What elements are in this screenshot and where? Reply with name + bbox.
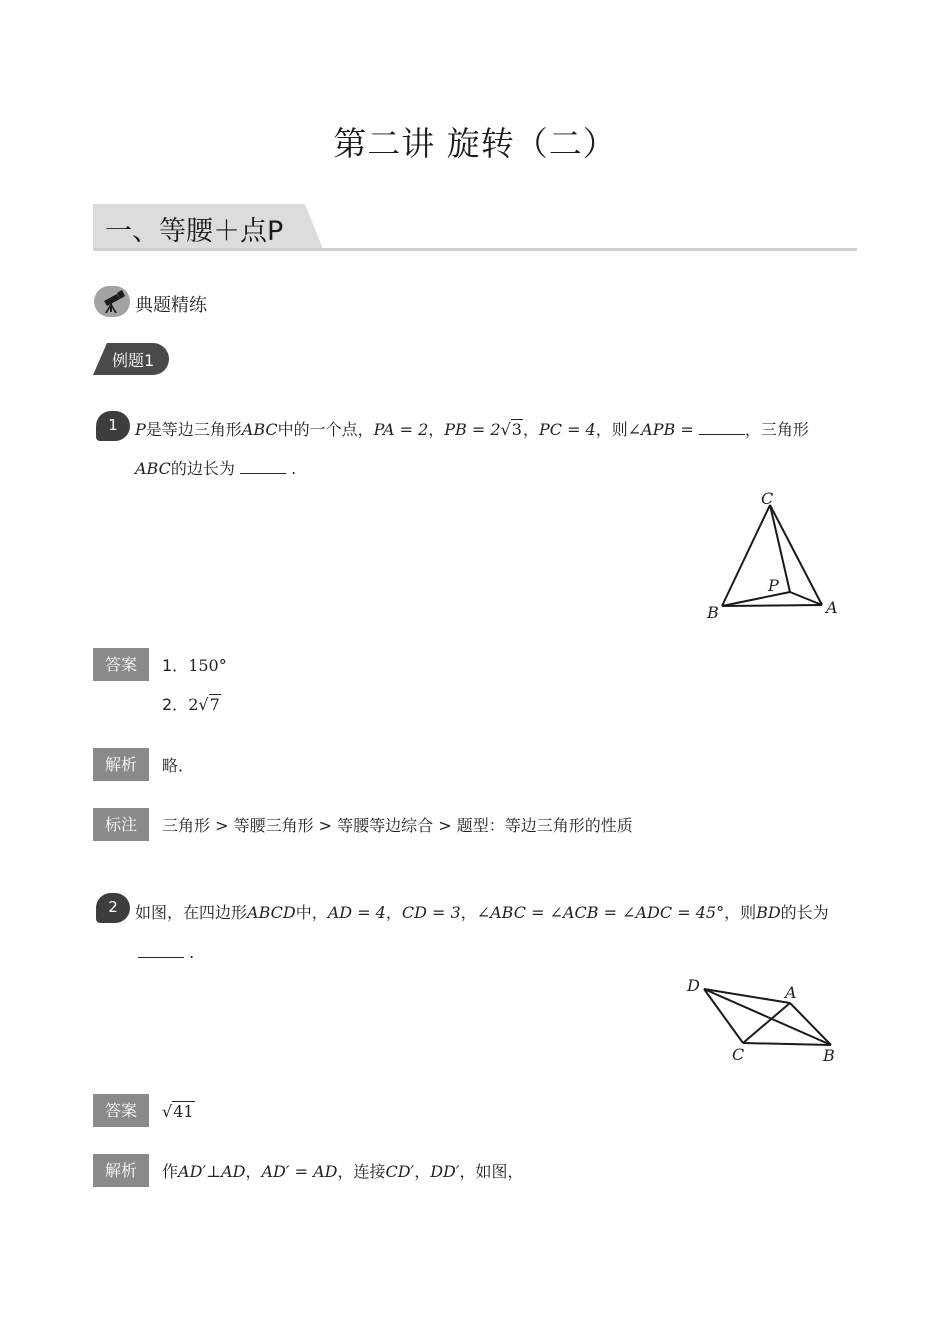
answer-tag-2: 答案 [93, 1094, 149, 1127]
label-d: D [687, 976, 700, 995]
label-b-2: B [823, 1046, 835, 1065]
q1-answer-1 [162, 654, 227, 678]
q1-text-d: ，三角形 [744, 420, 809, 439]
question-number-2: 2 [96, 893, 130, 923]
segment-pb [722, 592, 790, 606]
q1-pb: PB = 2 [444, 420, 501, 439]
q2-analysis-b: ，连接 [337, 1162, 386, 1181]
q2-analysis [162, 1160, 524, 1184]
q2-answer-sqrt: √41 [162, 1102, 194, 1121]
q1-text-c: ，则 [595, 420, 628, 439]
q2-period: . [189, 943, 195, 962]
q1-text-e: 的边长为 [170, 459, 235, 478]
answer-tag-1: 答案 [93, 648, 149, 681]
edge-da [704, 989, 790, 1003]
q2-analysis-c: ，如图， [459, 1162, 524, 1181]
edge-bc [743, 1043, 831, 1045]
q1-angle-apb: ∠APB = [627, 420, 694, 439]
q2-text-a: 如图，在四边形 [135, 903, 248, 922]
q1-pb-sqrt: √3 [500, 420, 522, 439]
q2-bd: BD [756, 903, 781, 922]
edge-ba [722, 605, 822, 606]
label-p: P [768, 576, 779, 595]
q1-answer-2 [162, 693, 221, 717]
note-tag-1: 标注 [93, 808, 149, 841]
label-c: C [761, 489, 774, 508]
q1-answer-2-sqrt: √7 [198, 695, 220, 714]
example-badge [93, 343, 169, 375]
figure-triangle-abc [700, 485, 850, 625]
section-banner [93, 204, 323, 249]
q2-comma-1: ， [385, 903, 402, 922]
example-label: 例题1 [112, 351, 155, 370]
q2-analysis-m3: CD′ [385, 1162, 415, 1181]
q2-answer [162, 1100, 195, 1124]
q1-answer-2-coef: 2 [188, 695, 199, 714]
q1-blank-1[interactable] [699, 420, 745, 435]
q1-comma-1: ， [428, 420, 445, 439]
q1-abc-2: ABC [135, 459, 171, 478]
q1-pa: PA = 2 [373, 420, 429, 439]
q1-comma-2: ， [522, 420, 539, 439]
analysis-tag-2: 解析 [93, 1154, 149, 1187]
analysis-tag-1: 解析 [93, 748, 149, 781]
q1-answer-2-radicand: 7 [209, 695, 220, 714]
q1-answer-2-index: 2． [162, 695, 189, 714]
section-divider [93, 248, 857, 251]
telescope-icon [94, 286, 130, 317]
q2-ad: AD = 4 [327, 903, 386, 922]
q1-text-b: 中的一个点， [277, 420, 374, 439]
question-number-1: 1 [96, 411, 130, 441]
label-a-2: A [785, 983, 797, 1002]
question-2-line-2 [138, 941, 194, 965]
label-c-2: C [732, 1045, 745, 1064]
q1-answer-1-index: 1． [162, 656, 189, 675]
q2-quad-abcd: ABCD [247, 903, 296, 922]
q1-point-p: P [135, 420, 146, 439]
q2-comma-2: ， [460, 903, 477, 922]
q2-angles: ∠ABC = ∠ACB = ∠ADC = 45° [476, 903, 725, 922]
q2-analysis-a: 作 [162, 1162, 179, 1181]
figure-quadrilateral-abcd [680, 970, 845, 1065]
section-title: 一、等腰＋点P [105, 216, 284, 247]
q1-text-a: 是等边三角形 [145, 420, 242, 439]
edge-cb [722, 505, 770, 606]
q1-note[interactable]: 三角形 > 等腰三角形 > 等腰等边综合 > 题型：等边三角形的性质 [162, 816, 633, 835]
q1-answer-1-value: 150° [188, 656, 227, 675]
q2-answer-radicand: 41 [173, 1102, 194, 1121]
q2-analysis-c1: ， [245, 1162, 262, 1181]
q2-analysis-c2: ， [414, 1162, 431, 1181]
q1-blank-2[interactable] [240, 459, 286, 474]
q1-triangle-abc: ABC [241, 420, 278, 439]
question-1-line-1 [135, 418, 809, 442]
q2-blank[interactable] [138, 943, 184, 958]
q1-pb-radicand: 3 [511, 420, 522, 439]
practice-label: 典题精练 [135, 295, 207, 316]
question-2-line-1 [135, 901, 829, 925]
q2-analysis-m2: AD′ = AD [261, 1162, 338, 1181]
label-b: B [707, 603, 719, 622]
q2-text-c: ，则 [724, 903, 757, 922]
question-1-line-2 [135, 457, 296, 481]
label-a: A [826, 598, 838, 617]
q2-cd: CD = 3 [401, 903, 461, 922]
q1-analysis: 略． [162, 756, 195, 775]
q1-pc: PC = 4 [538, 420, 596, 439]
q2-analysis-m4: DD′ [430, 1162, 460, 1181]
q2-text-d: 的长为 [780, 903, 829, 922]
q2-analysis-m1: AD′⊥AD [178, 1162, 246, 1181]
edge-ab [790, 1003, 831, 1045]
q1-period: . [291, 459, 297, 478]
page-title: 第二讲 旋转（二） [333, 124, 617, 163]
q2-text-b: 中， [295, 903, 328, 922]
